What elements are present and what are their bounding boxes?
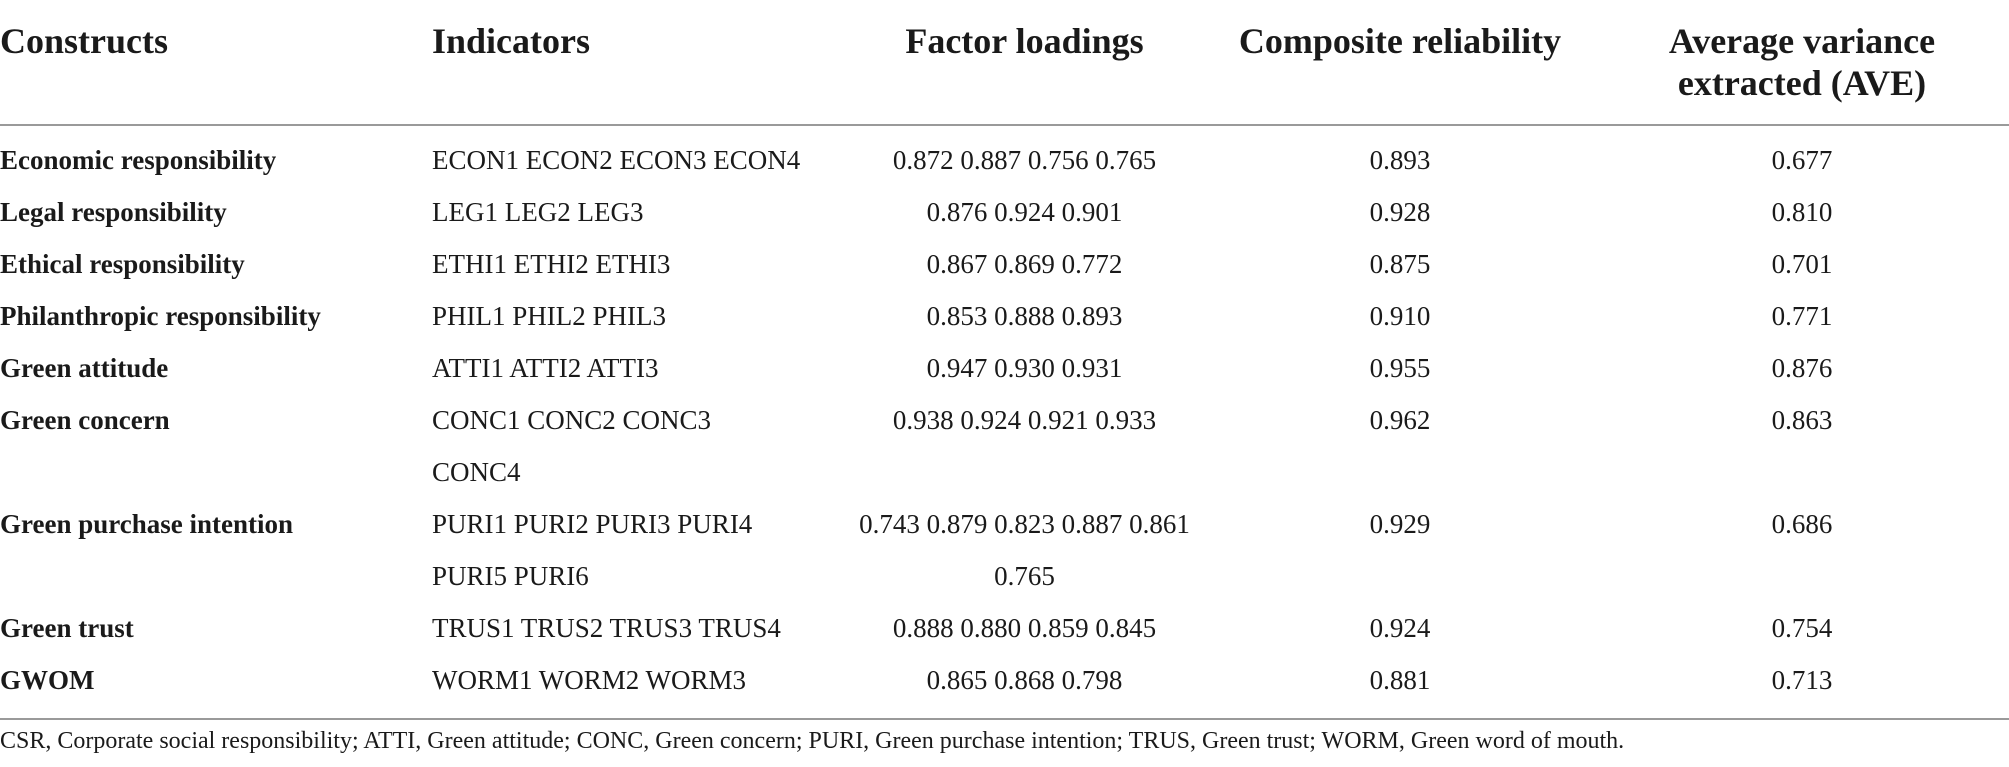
- indicators-text: PURI1 PURI2 PURI3 PURI4 PURI5 PURI6: [432, 509, 753, 591]
- indicators-cell: [432, 125, 844, 186]
- header-ave: [1595, 0, 2009, 125]
- indicators-text: ETHI1 ETHI2 ETHI3: [432, 249, 671, 279]
- table-row: [0, 186, 2009, 238]
- header-composite-reliability: Composite reliability: [1205, 0, 1595, 125]
- table-header: [0, 0, 2009, 125]
- loadings-text: 0.865 0.868 0.798: [926, 665, 1123, 695]
- table-row: [0, 602, 2009, 654]
- ave-cell: 0.677: [1771, 145, 1833, 175]
- indicators-text: PHIL1 PHIL2 PHIL3: [432, 301, 666, 331]
- composite-reliability-cell: 0.893: [1369, 145, 1431, 175]
- table-row: [0, 394, 2009, 498]
- composite-reliability-cell: 0.929: [1369, 509, 1431, 539]
- construct-cell: Green concern: [0, 405, 170, 435]
- loadings-text: 0.743 0.879 0.823 0.887 0.861 0.765: [859, 509, 1190, 591]
- loadings-text: 0.853 0.888 0.893: [926, 301, 1123, 331]
- indicators-cell: [432, 238, 844, 290]
- loadings-text: 0.938 0.924 0.921 0.933: [892, 405, 1157, 435]
- indicators-cell: [432, 602, 844, 654]
- loadings-text: 0.947 0.930 0.931: [926, 353, 1123, 383]
- composite-reliability-cell: 0.875: [1369, 249, 1431, 279]
- table-row: [0, 342, 2009, 394]
- indicators-cell: [432, 654, 844, 719]
- table-body: [0, 125, 2009, 719]
- loadings-cell: [844, 238, 1205, 290]
- header-row: [0, 0, 2009, 125]
- loadings-text: 0.867 0.869 0.772: [926, 249, 1123, 279]
- loadings-text: 0.888 0.880 0.859 0.845: [892, 613, 1157, 643]
- loadings-cell: [844, 342, 1205, 394]
- loadings-cell: [844, 125, 1205, 186]
- loadings-cell: [844, 290, 1205, 342]
- construct-cell: Philanthropic responsibility: [0, 301, 321, 331]
- composite-reliability-cell: 0.928: [1369, 197, 1431, 227]
- table-row: [0, 498, 2009, 602]
- header-constructs: Constructs: [0, 0, 432, 125]
- header-ave-line2: extracted (AVE): [1677, 63, 1927, 103]
- indicators-text: WORM1 WORM2 WORM3: [432, 665, 747, 695]
- construct-cell: Green purchase intention: [0, 509, 294, 539]
- header-factor-loadings: Factor loadings: [844, 0, 1205, 125]
- loadings-text: 0.876 0.924 0.901: [926, 197, 1123, 227]
- indicators-cell: [432, 394, 844, 498]
- composite-reliability-cell: 0.962: [1369, 405, 1431, 435]
- indicators-cell: [432, 290, 844, 342]
- indicators-text: LEG1 LEG2 LEG3: [432, 197, 644, 227]
- ave-cell: 0.863: [1771, 405, 1833, 435]
- construct-cell: Legal responsibility: [0, 197, 227, 227]
- loadings-cell: [844, 498, 1205, 602]
- table-row: [0, 238, 2009, 290]
- indicators-text: ATTI1 ATTI2 ATTI3: [432, 353, 659, 383]
- loadings-cell: [844, 602, 1205, 654]
- construct-cell: Economic responsibility: [0, 145, 277, 175]
- header-indicators: Indicators: [432, 0, 844, 125]
- table-row: [0, 125, 2009, 186]
- loadings-cell: [844, 394, 1205, 498]
- composite-reliability-cell: 0.881: [1205, 654, 1595, 719]
- construct-cell: Green trust: [0, 613, 134, 643]
- construct-cell: Ethical responsibility: [0, 249, 245, 279]
- indicators-text: TRUS1 TRUS2 TRUS3 TRUS4: [432, 613, 781, 643]
- construct-cell: Green attitude: [0, 353, 169, 383]
- table-row: [0, 290, 2009, 342]
- ave-cell: 0.754: [1771, 613, 1833, 643]
- composite-reliability-cell: 0.910: [1369, 301, 1431, 331]
- indicators-text: CONC1 CONC2 CONC3 CONC4: [432, 405, 712, 487]
- indicators-cell: [432, 498, 844, 602]
- ave-cell: 0.686: [1771, 509, 1833, 539]
- indicators-cell: [432, 186, 844, 238]
- loadings-cell: [844, 186, 1205, 238]
- loadings-text: 0.872 0.887 0.756 0.765: [892, 145, 1157, 175]
- ave-cell: 0.713: [1595, 654, 2009, 719]
- ave-cell: 0.701: [1771, 249, 1833, 279]
- ave-cell: 0.876: [1771, 353, 1833, 383]
- header-ave-line1: Average variance: [1668, 21, 1936, 61]
- indicators-text: ECON1 ECON2 ECON3 ECON4: [432, 145, 801, 175]
- table-footnote: CSR, Corporate social responsibility; ATTI, Green attitude; CONC, Green concern; PURI, Green purchase intention; TRUS, Green trust; WORM, Green word of mouth.: [0, 728, 1625, 754]
- construct-cell: GWOM: [0, 654, 432, 719]
- composite-reliability-cell: 0.955: [1369, 353, 1431, 383]
- table-row: [0, 654, 2009, 719]
- loadings-cell: [844, 654, 1205, 719]
- composite-reliability-cell: 0.924: [1369, 613, 1431, 643]
- ave-cell: 0.771: [1771, 301, 1833, 331]
- indicators-cell: [432, 342, 844, 394]
- ave-cell: 0.810: [1771, 197, 1833, 227]
